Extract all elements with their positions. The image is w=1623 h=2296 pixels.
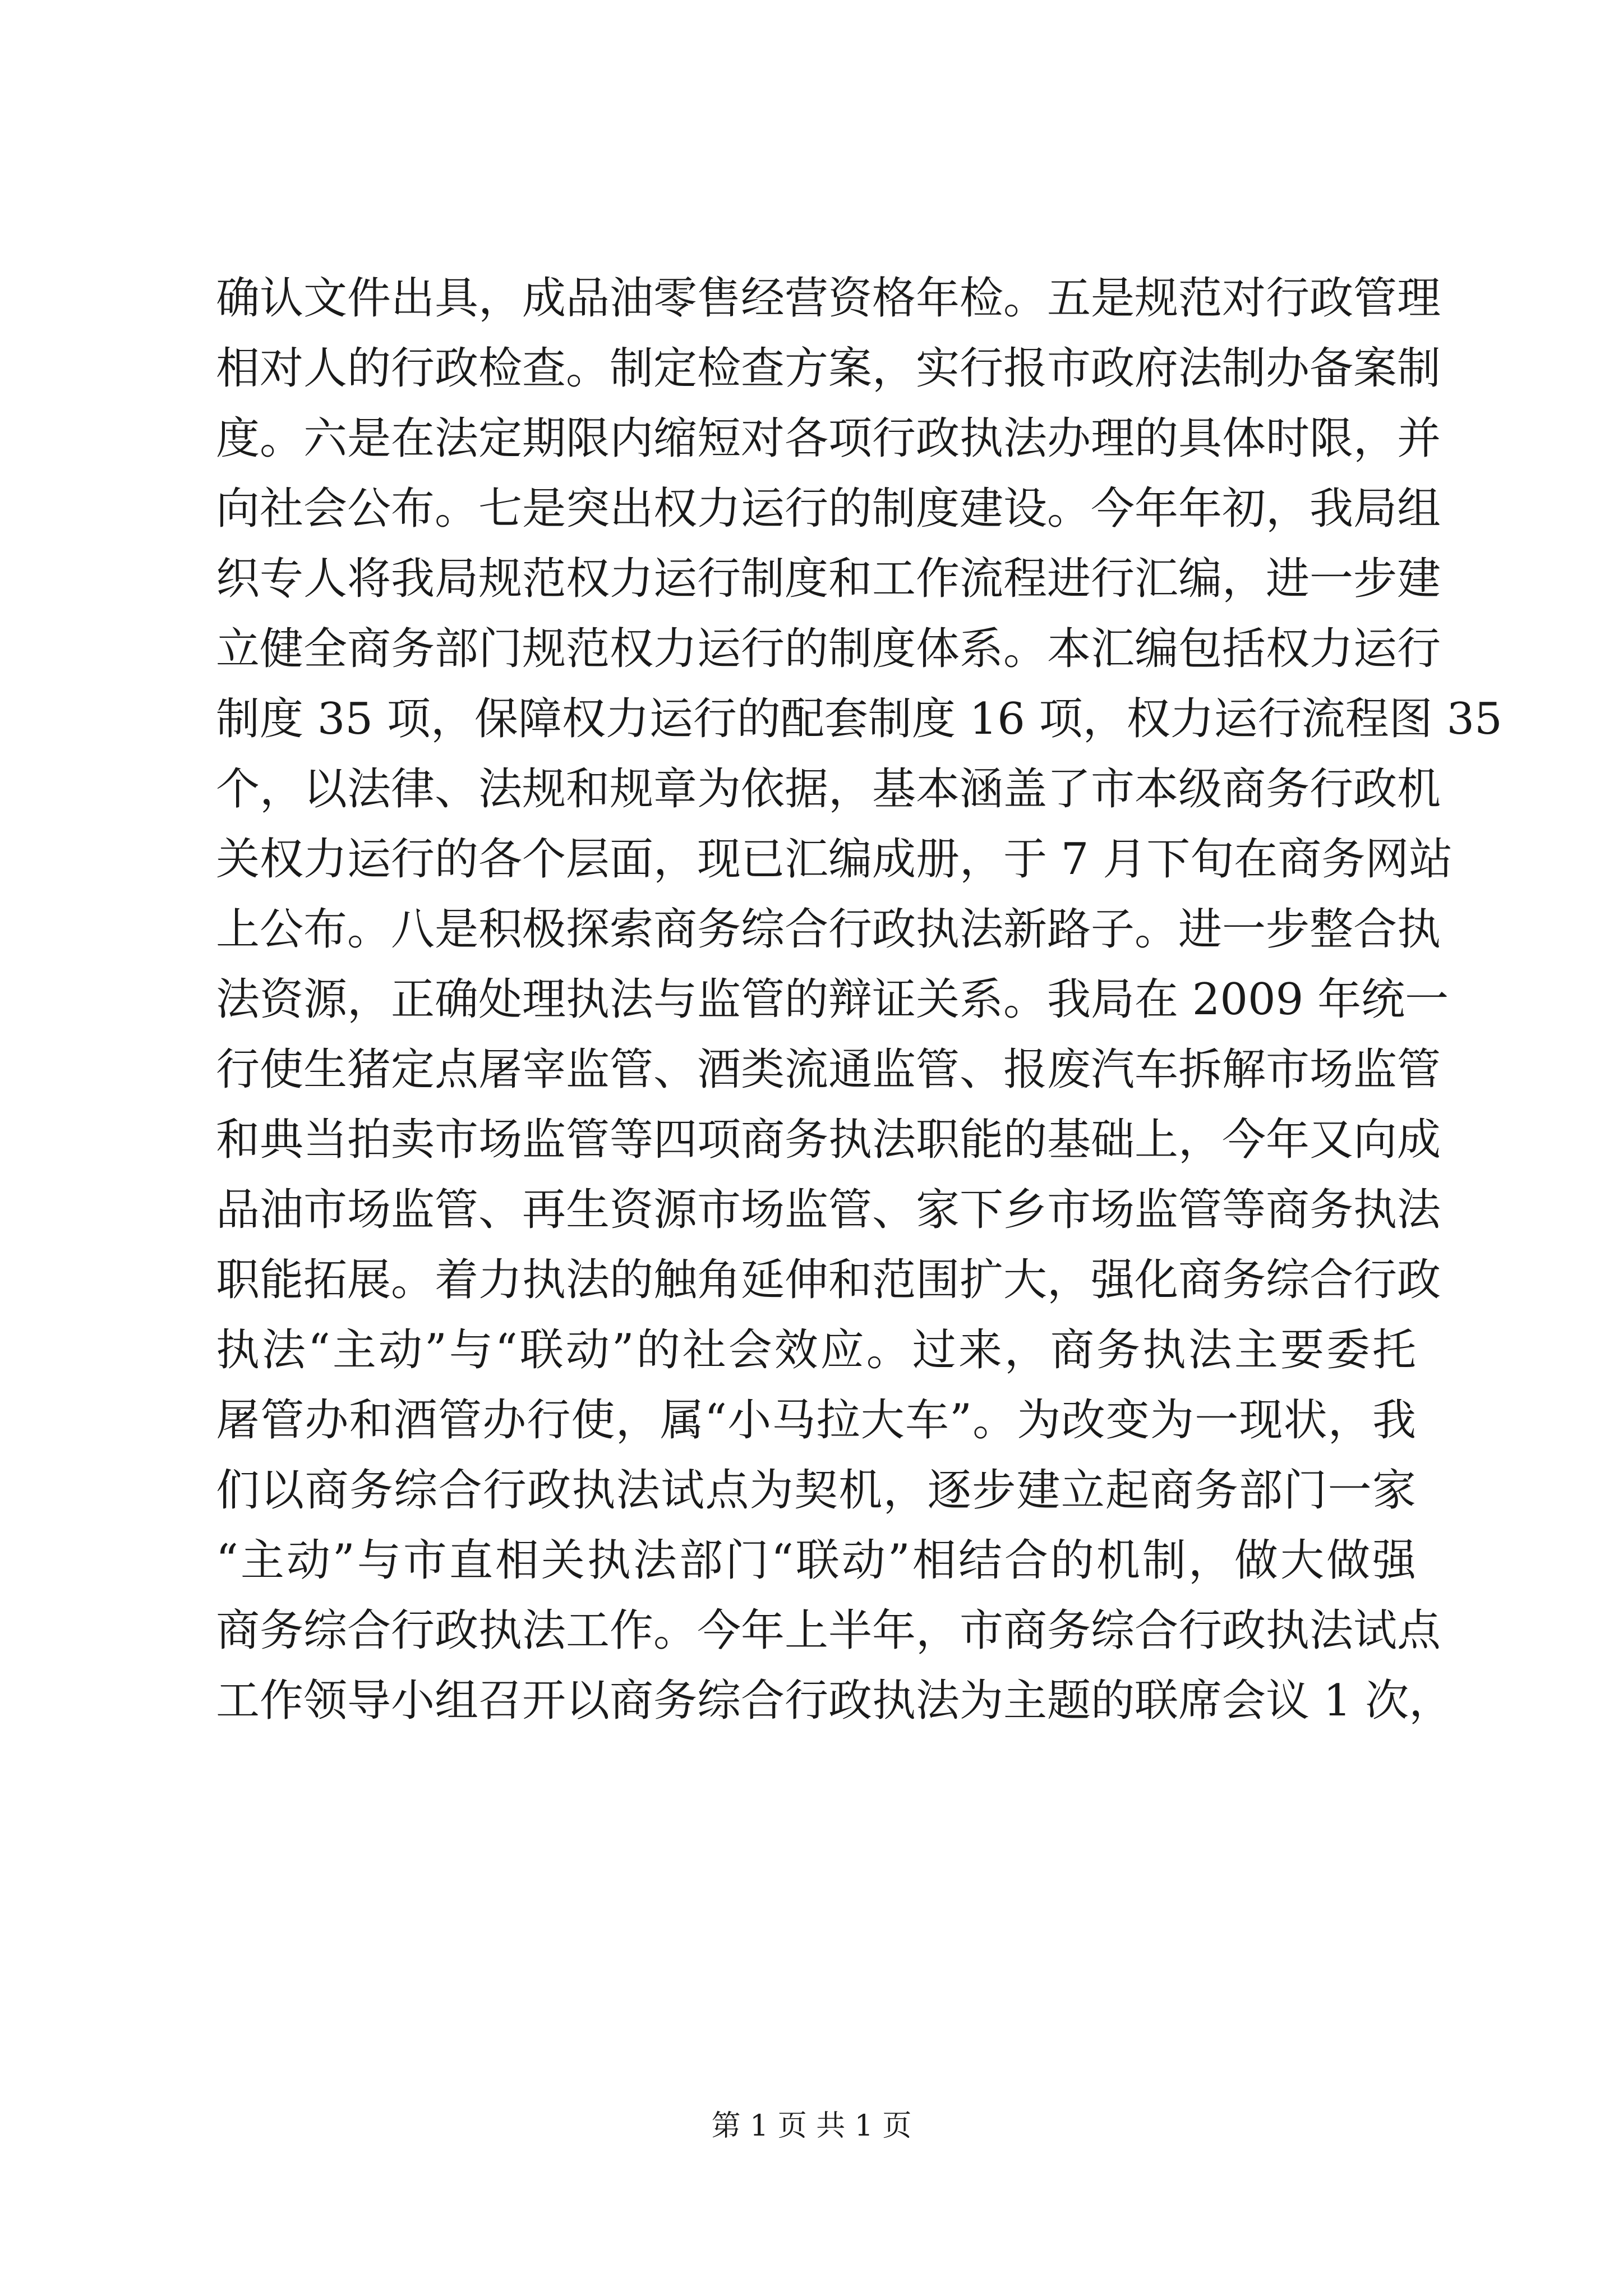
text-line-7: 制度 35 项，保障权力运行的配套制度 16 项，权力运行流程图 35 xyxy=(216,694,1502,744)
text-line-2: 相对人的行政检查。制定检查方案，实行报市政府法制办备案制 xyxy=(216,343,1441,394)
text-line-15: 职能拓展。着力执法的触角延伸和范围扩大，强化商务综合行政 xyxy=(216,1255,1441,1305)
text-line-5: 织专人将我局规范权力运行制度和工作流程进行汇编，进一步建 xyxy=(216,554,1441,604)
body-text xyxy=(216,264,1502,1736)
page-footer xyxy=(0,2106,1623,2146)
text-line-6: 立健全商务部门规范权力运行的制度体系。本汇编包括权力运行 xyxy=(216,624,1441,674)
text-line-19: “主动”与市直相关执法部门“联动”相结合的机制，做大做强 xyxy=(216,1535,1416,1586)
text-line-20: 商务综合行政执法工作。今年上半年，市商务综合行政执法试点 xyxy=(216,1605,1441,1656)
text-line-13: 和典当拍卖市场监管等四项商务执法职能的基础上，今年又向成 xyxy=(216,1115,1441,1165)
text-line-10: 上公布。八是积极探索商务综合行政执法新路子。进一步整合执 xyxy=(216,904,1441,955)
text-line-18: 们以商务综合行政执法试点为契机，逐步建立起商务部门一家 xyxy=(216,1465,1416,1516)
text-line-9: 关权力运行的各个层面，现已汇编成册，于 7 月下旬在商务网站 xyxy=(216,834,1453,885)
text-line-14: 品油市场监管、再生资源市场监管、家下乡市场监管等商务执法 xyxy=(216,1185,1441,1235)
text-line-1: 确认文件出具，成品油零售经营资格年检。五是规范对行政管理 xyxy=(216,273,1441,324)
text-line-4: 向社会公布。七是突出权力运行的制度建设。今年年初，我局组 xyxy=(216,484,1441,534)
text-line-11: 法资源，正确处理执法与监管的辩证关系。我局在 2009 年统一 xyxy=(216,974,1449,1025)
text-line-17: 屠管办和酒管办行使，属“小马拉大车”。为改变为一现状，我 xyxy=(216,1395,1416,1446)
text-line-21: 工作领导小组召开以商务综合行政执法为主题的联席会议 1 次， xyxy=(216,1676,1453,1726)
page-number-label: 第 1 页 共 1 页 xyxy=(711,2109,912,2143)
text-line-8: 个，以法律、法规和规章为依据，基本涵盖了市本级商务行政机 xyxy=(216,764,1441,815)
text-line-16: 执法“主动”与“联动”的社会效应。过来，商务执法主要委托 xyxy=(216,1325,1416,1375)
text-line-3: 度。六是在法定期限内缩短对各项行政执法办理的具体时限，并 xyxy=(216,413,1441,464)
text-line-12: 行使生猪定点屠宰监管、酒类流通监管、报废汽车拆解市场监管 xyxy=(216,1045,1441,1095)
